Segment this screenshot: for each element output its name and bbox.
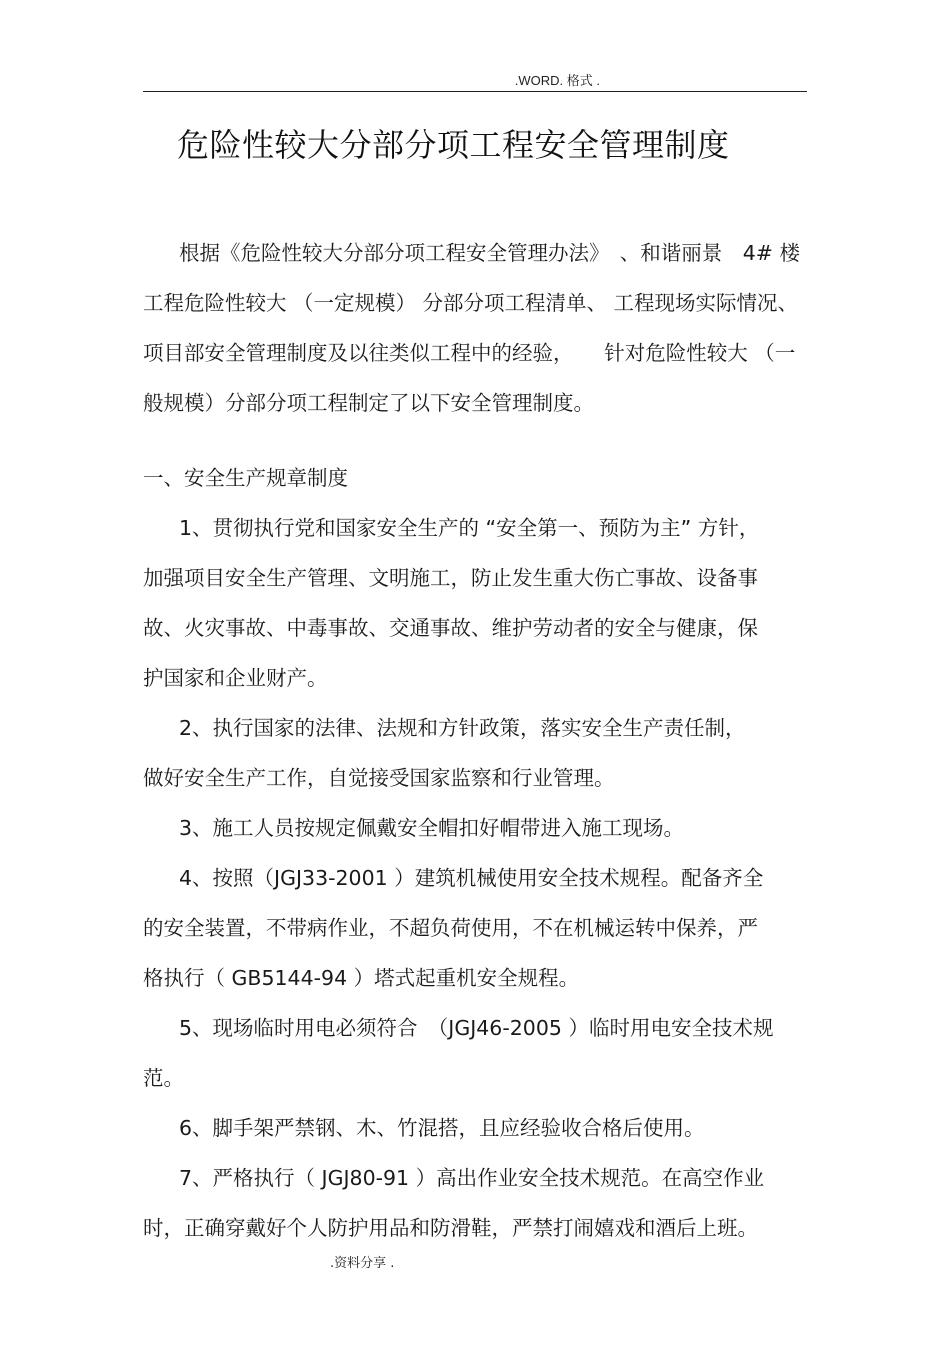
rule-line: 1、贯彻执行党和国家安全生产的 “安全第一、预防为主” 方针，	[179, 516, 760, 540]
rule-line: 5、现场临时用电必须符合 （JGJ46-2005 ）临时用电安全技术规	[179, 1016, 774, 1040]
rule-line: 6、脚手架严禁钢、木、竹混搭，且应经验收合格后使用。	[179, 1116, 705, 1140]
rule-line: 加强项目安全生产管理、文明施工，防止发生重大伤亡事故、设备事	[143, 566, 758, 590]
section-heading: 一、安全生产规章制度	[143, 466, 348, 490]
document-title: 危险性较大分部分项工程安全管理制度	[177, 126, 730, 164]
rule-item-4	[143, 853, 807, 1003]
rule-item-7	[143, 1153, 807, 1253]
rule-line: 时，正确穿戴好个人防护用品和防滑鞋，严禁打闹嬉戏和酒后上班。	[143, 1216, 758, 1240]
rule-line: 护国家和企业财产。	[143, 666, 328, 690]
rule-line: 的安全装置，不带病作业，不超负荷使用，不在机械运转中保养，严	[143, 916, 758, 940]
rule-line: 故、火灾事故、中毒事故、交通事故、维护劳动者的安全与健康，保	[143, 616, 758, 640]
rule-line: 3、施工人员按规定佩戴安全帽扣好帽带进入施工现场。	[179, 816, 685, 840]
rule-item-5	[143, 1003, 807, 1103]
page-footer: .资料分享 .	[330, 1256, 395, 1271]
intro-line: 项目部安全管理制度及以往类似工程中的经验， 针对危险性较大 （一	[143, 341, 796, 365]
page-header: .WORD. 格式 .	[514, 73, 600, 88]
rule-item-1	[143, 503, 807, 703]
rule-line: 格执行（ GB5144-94 ）塔式起重机安全规程。	[143, 966, 580, 990]
rule-line: 范。	[143, 1066, 184, 1090]
intro-line: 工程危险性较大 （一定规模） 分部分项工程清单、 工程现场实际情况、	[143, 291, 799, 315]
rule-line: 2、执行国家的法律、法规和方针政策，落实安全生产责任制，	[179, 716, 746, 740]
intro-paragraph	[143, 228, 807, 428]
intro-line: 般规模）分部分项工程制定了以下安全管理制度。	[143, 391, 594, 415]
intro-line: 根据《危险性较大分部分项工程安全管理办法》 、和谐丽景 4# 楼	[179, 241, 800, 265]
header-divider	[143, 91, 807, 92]
rule-line: 做好安全生产工作，自觉接受国家监察和行业管理。	[143, 766, 615, 790]
rule-item-6	[143, 1103, 807, 1153]
rule-item-2	[143, 703, 807, 803]
rule-line: 4、按照（JGJ33-2001 ）建筑机械使用安全技术规程。配备齐全	[179, 866, 764, 890]
rule-item-3	[143, 803, 807, 853]
rule-line: 7、严格执行（ JGJ80-91 ）高出作业安全技术规范。在高空作业	[179, 1166, 765, 1190]
document-body	[143, 228, 807, 1253]
